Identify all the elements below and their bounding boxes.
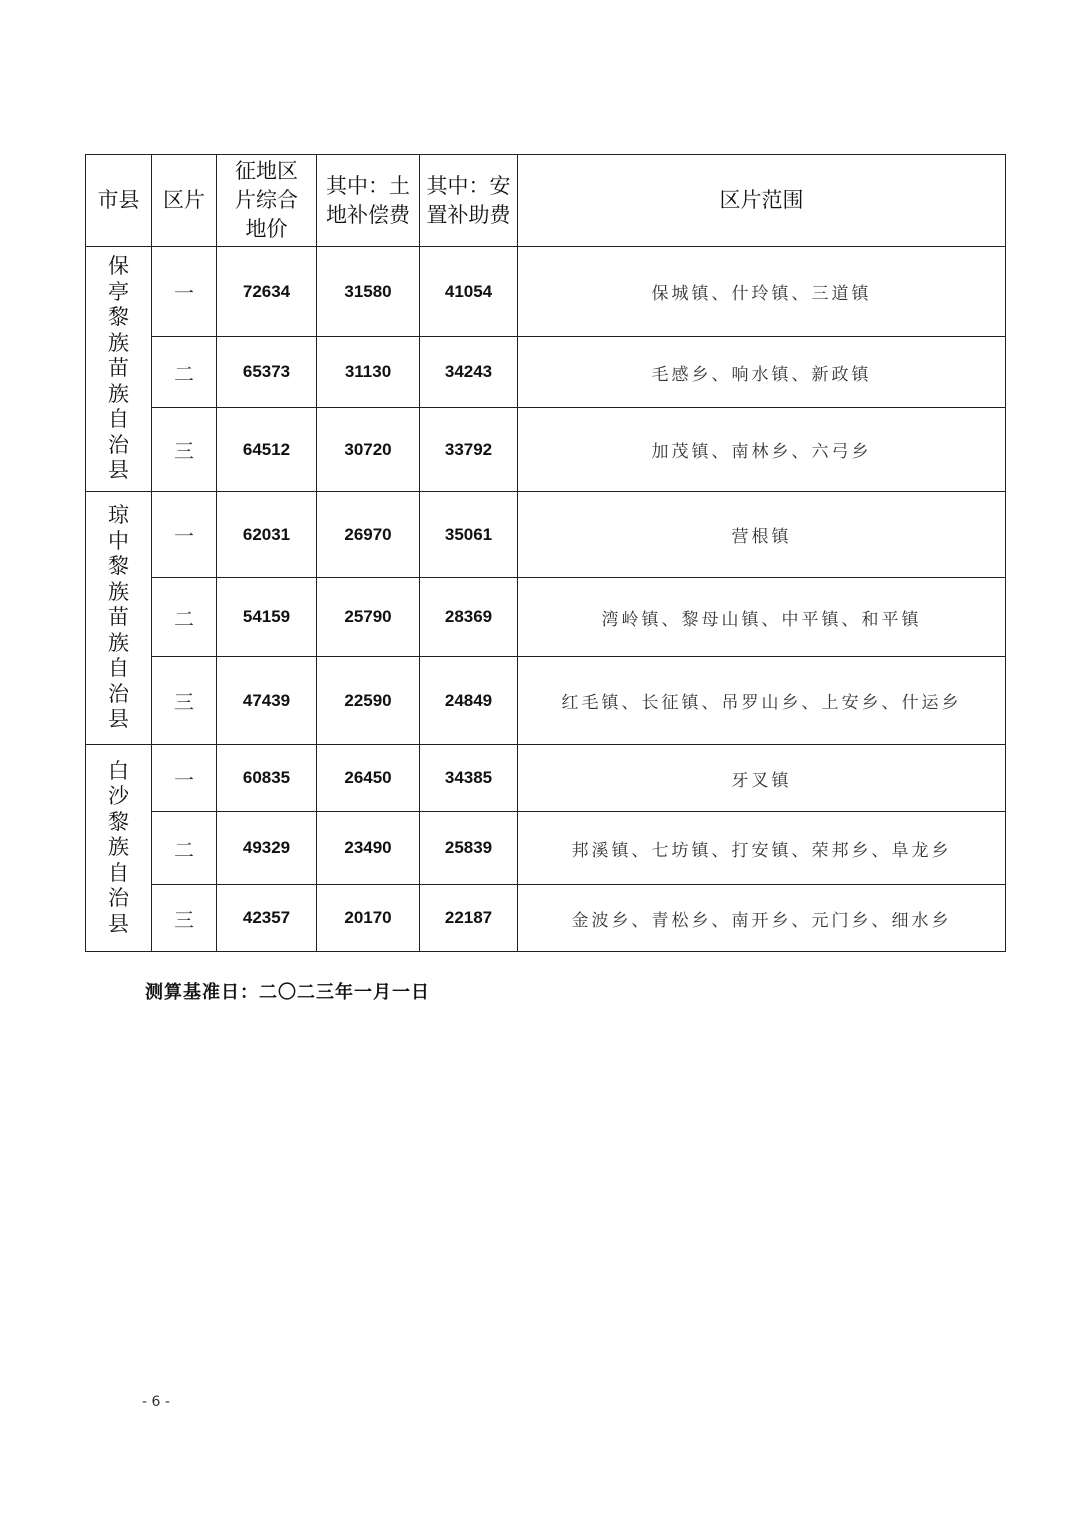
table-row <box>86 885 1006 952</box>
table-row <box>86 812 1006 885</box>
land-cell: 23490 <box>317 812 420 885</box>
range-cell: 加茂镇、南林乡、六弓乡 <box>518 408 1006 492</box>
header-county: 市县 <box>86 155 152 247</box>
resettle-cell: 34243 <box>420 337 518 408</box>
header-land-compensation: 其中：土地补偿费 <box>317 155 420 247</box>
land-cell: 31580 <box>317 247 420 337</box>
land-cell: 30720 <box>317 408 420 492</box>
range-cell: 营根镇 <box>518 492 1006 578</box>
land-cell: 20170 <box>317 885 420 952</box>
table-row <box>86 247 1006 337</box>
price-cell: 64512 <box>217 408 317 492</box>
zone-cell: 三 <box>152 657 217 745</box>
land-price-table <box>85 154 1006 952</box>
price-cell: 49329 <box>217 812 317 885</box>
price-cell: 54159 <box>217 578 317 657</box>
table-row <box>86 657 1006 745</box>
range-cell: 湾岭镇、黎母山镇、中平镇、和平镇 <box>518 578 1006 657</box>
zone-cell: 二 <box>152 812 217 885</box>
base-date-note: 测算基准日：二〇二三年一月一日 <box>145 982 430 1003</box>
zone-cell: 一 <box>152 492 217 578</box>
zone-cell: 一 <box>152 247 217 337</box>
price-cell: 62031 <box>217 492 317 578</box>
range-cell: 邦溪镇、七坊镇、打安镇、荣邦乡、阜龙乡 <box>518 812 1006 885</box>
header-range: 区片范围 <box>518 155 1006 247</box>
table-row <box>86 337 1006 408</box>
land-cell: 25790 <box>317 578 420 657</box>
table-row <box>86 408 1006 492</box>
page-number: - 6 - <box>142 1394 170 1410</box>
land-cell: 26970 <box>317 492 420 578</box>
header-price: 征地区片综合地价 <box>217 155 317 247</box>
county-name: 琼中黎族苗族自治县 <box>86 492 152 745</box>
table-row <box>86 578 1006 657</box>
range-cell: 保城镇、什玲镇、三道镇 <box>518 247 1006 337</box>
header-resettlement-subsidy: 其中：安置补助费 <box>420 155 518 247</box>
zone-cell: 一 <box>152 745 217 812</box>
range-cell: 牙叉镇 <box>518 745 1006 812</box>
land-cell: 31130 <box>317 337 420 408</box>
resettle-cell: 22187 <box>420 885 518 952</box>
table-header-row <box>86 155 1006 247</box>
price-cell: 42357 <box>217 885 317 952</box>
zone-cell: 三 <box>152 408 217 492</box>
resettle-cell: 33792 <box>420 408 518 492</box>
resettle-cell: 25839 <box>420 812 518 885</box>
resettle-cell: 24849 <box>420 657 518 745</box>
price-cell: 72634 <box>217 247 317 337</box>
header-zone: 区片 <box>152 155 217 247</box>
range-cell: 金波乡、青松乡、南开乡、元门乡、细水乡 <box>518 885 1006 952</box>
range-cell: 红毛镇、长征镇、吊罗山乡、上安乡、什运乡 <box>518 657 1006 745</box>
zone-cell: 三 <box>152 885 217 952</box>
range-cell: 毛感乡、响水镇、新政镇 <box>518 337 1006 408</box>
resettle-cell: 35061 <box>420 492 518 578</box>
resettle-cell: 41054 <box>420 247 518 337</box>
county-name: 保亭黎族苗族自治县 <box>86 247 152 492</box>
price-cell: 47439 <box>217 657 317 745</box>
land-cell: 22590 <box>317 657 420 745</box>
table-row <box>86 745 1006 812</box>
resettle-cell: 28369 <box>420 578 518 657</box>
county-name: 白沙黎族自治县 <box>86 745 152 952</box>
zone-cell: 二 <box>152 337 217 408</box>
price-cell: 65373 <box>217 337 317 408</box>
land-cell: 26450 <box>317 745 420 812</box>
table-row <box>86 492 1006 578</box>
price-cell: 60835 <box>217 745 317 812</box>
zone-cell: 二 <box>152 578 217 657</box>
resettle-cell: 34385 <box>420 745 518 812</box>
